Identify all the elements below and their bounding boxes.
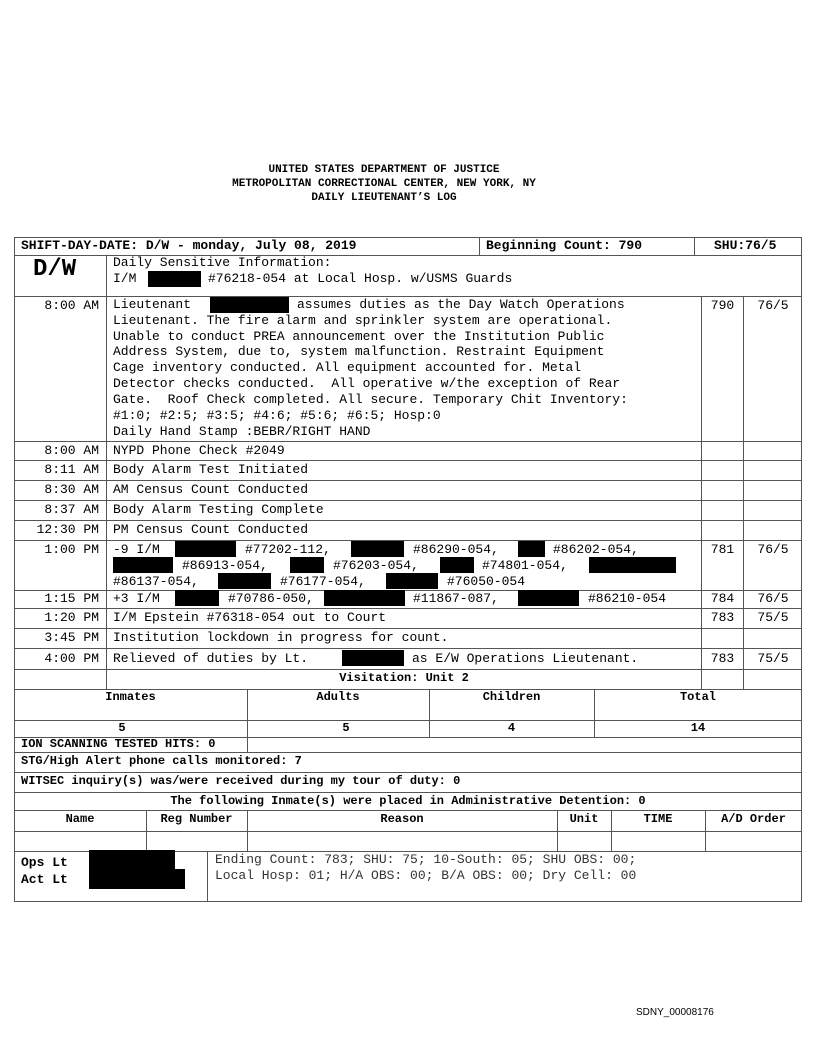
visitation-inmates-value: 5 bbox=[118, 721, 126, 735]
entry-text-line: Gate. Roof Check completed. All secure. Temporary Chit Inventory: bbox=[113, 392, 628, 407]
redaction bbox=[218, 573, 271, 589]
entry-time: 4:00 PM bbox=[44, 651, 99, 666]
redaction bbox=[89, 869, 185, 889]
row-divider bbox=[14, 608, 802, 609]
row-divider bbox=[14, 520, 802, 521]
entry-time: 1:15 PM bbox=[44, 591, 99, 606]
ad-header-reason: Reason bbox=[380, 812, 424, 826]
redaction bbox=[210, 297, 289, 313]
redaction bbox=[386, 573, 438, 589]
header-facility: METROPOLITAN CORRECTIONAL CENTER, NEW YORK, NY bbox=[232, 178, 536, 190]
ad-header-reg-number: Reg Number bbox=[160, 812, 233, 826]
ad-header-name: Name bbox=[65, 812, 95, 826]
shift-day-date: SHIFT-DAY-DATE: D/W - monday, July 08, 2019 bbox=[21, 238, 357, 253]
entry-time: 12:30 PM bbox=[36, 522, 99, 537]
visitation-title: Visitation: Unit 2 bbox=[339, 671, 469, 685]
register-number: #77202-112, bbox=[245, 542, 331, 557]
sensitive-prefix: I/M bbox=[113, 271, 137, 286]
visitation-header-inmates: Inmates bbox=[105, 690, 156, 704]
entry-count: 784 bbox=[710, 591, 735, 606]
column-divider bbox=[207, 851, 208, 902]
entry-text-line: Unable to conduct PREA announcement over the Institution Public bbox=[113, 329, 605, 344]
entry-shu: 76/5 bbox=[757, 591, 789, 606]
register-number: #76203-054, bbox=[333, 558, 419, 573]
dw-code: D/W bbox=[33, 256, 77, 283]
ops-lt-label: Ops Lt bbox=[21, 855, 68, 870]
entry-shu: 75/5 bbox=[757, 651, 789, 666]
row-divider bbox=[14, 540, 802, 541]
row-divider bbox=[14, 810, 802, 811]
row-divider bbox=[14, 831, 802, 832]
count-column-divider bbox=[701, 296, 702, 690]
beginning-count: Beginning Count: 790 bbox=[486, 238, 643, 253]
entry-text: NYPD Phone Check #2049 bbox=[113, 443, 285, 458]
entry-time: 8:00 AM bbox=[44, 443, 99, 458]
entry-count: 783 bbox=[710, 610, 735, 625]
row-divider bbox=[14, 628, 802, 629]
entry-text: +3 I/M bbox=[113, 591, 160, 606]
sensitive-detail: #76218-054 at Local Hosp. w/USMS Guards bbox=[208, 271, 513, 286]
redaction bbox=[89, 850, 175, 869]
entry-time: 8:11 AM bbox=[44, 462, 99, 477]
visitation-total-value: 14 bbox=[690, 721, 706, 735]
row-divider bbox=[14, 480, 802, 481]
entry-shu: 76/5 bbox=[757, 542, 789, 557]
entry-text: Body Alarm Testing Complete bbox=[113, 502, 324, 517]
redaction bbox=[290, 557, 324, 573]
visitation-header-children: Children bbox=[482, 690, 541, 704]
header-agency: UNITED STATES DEPARTMENT OF JUSTICE bbox=[268, 164, 500, 176]
entry-time: 8:00 AM bbox=[44, 298, 99, 313]
redaction bbox=[518, 541, 545, 557]
document-header bbox=[0, 163, 768, 205]
register-number: #86290-054, bbox=[413, 542, 499, 557]
entry-text-line: assumes duties as the Day Watch Operations bbox=[297, 297, 625, 312]
ad-header-time: TIME bbox=[643, 812, 673, 826]
entry-text: -9 I/M bbox=[113, 542, 160, 557]
time-column-divider bbox=[106, 296, 107, 690]
row-divider bbox=[14, 648, 802, 649]
row-divider bbox=[14, 669, 802, 670]
redaction bbox=[175, 541, 236, 557]
entry-text: PM Census Count Conducted bbox=[113, 522, 309, 537]
entry-text-line: Lieutenant. The fire alarm and sprinkler system are operational. bbox=[113, 313, 613, 328]
redaction bbox=[351, 541, 404, 557]
row-divider bbox=[14, 441, 802, 442]
entry-time: 3:45 PM bbox=[44, 630, 99, 645]
entry-text: Institution lockdown in progress for count. bbox=[113, 630, 449, 645]
entry-time: 1:00 PM bbox=[44, 542, 99, 557]
redaction bbox=[518, 590, 579, 606]
row-divider bbox=[14, 460, 802, 461]
admin-detention-title: The following Inmate(s) were placed in Administrative Detention: 0 bbox=[170, 794, 646, 808]
entry-text-line: Daily Hand Stamp :BEBR/RIGHT HAND bbox=[113, 424, 371, 439]
ending-count-line1: Ending Count: 783; SHU: 75; 10-South: 05; SHU OBS: 00; bbox=[215, 852, 637, 867]
register-number: #70786-050, bbox=[228, 591, 314, 606]
entry-text-line: Address System, due to, system malfunction. Restraint Equipment bbox=[113, 344, 605, 359]
entry-count: 781 bbox=[710, 542, 735, 557]
entry-count: 790 bbox=[710, 298, 735, 313]
redaction bbox=[589, 557, 676, 573]
entry-text-line: #1:0; #2:5; #3:5; #4:6; #5:6; #6:5; Hosp:0 bbox=[113, 408, 441, 423]
redaction bbox=[175, 590, 219, 606]
entry-count: 783 bbox=[710, 651, 735, 666]
register-number: #86210-054 bbox=[588, 591, 667, 606]
redaction bbox=[113, 557, 173, 573]
ad-header-ad-order: A/D Order bbox=[721, 812, 786, 826]
header-log-title: DAILY LIEUTENANT’S LOG bbox=[311, 192, 457, 204]
register-number: #74801-054, bbox=[482, 558, 568, 573]
entry-time: 1:20 PM bbox=[44, 610, 99, 625]
entry-text: Relieved of duties by Lt. bbox=[113, 651, 309, 666]
entry-text-line: Cage inventory conducted. All equipment accounted for. Metal bbox=[113, 360, 582, 375]
entry-text-line: Lieutenant bbox=[113, 297, 192, 312]
witsec-inquiries: WITSEC inquiry(s) was/were received during my tour of duty: 0 bbox=[21, 774, 461, 788]
register-number: #86137-054, bbox=[113, 574, 199, 589]
register-number: #11867-087, bbox=[413, 591, 499, 606]
register-number: #76177-054, bbox=[280, 574, 366, 589]
entry-text: Body Alarm Test Initiated bbox=[113, 462, 309, 477]
column-divider bbox=[247, 737, 248, 753]
row-divider bbox=[14, 500, 802, 501]
entry-time: 8:30 AM bbox=[44, 482, 99, 497]
redaction bbox=[440, 557, 474, 573]
stg-calls: STG/High Alert phone calls monitored: 7 bbox=[21, 754, 302, 768]
register-number: #76050-054 bbox=[447, 574, 526, 589]
act-lt-label: Act Lt bbox=[21, 872, 68, 887]
visitation-header-total: Total bbox=[679, 690, 716, 704]
redaction bbox=[342, 650, 404, 666]
register-number: #86913-054, bbox=[182, 558, 268, 573]
redaction bbox=[148, 271, 201, 287]
register-number: #86202-054, bbox=[553, 542, 639, 557]
entry-text-line: Detector checks conducted. All operative w/the exception of Rear bbox=[113, 376, 621, 391]
daily-sensitive-label: Daily Sensitive Information: bbox=[113, 255, 332, 270]
ad-header-unit: Unit bbox=[569, 812, 599, 826]
shu-column-divider bbox=[743, 296, 744, 690]
visitation-header-adults: Adults bbox=[316, 690, 360, 704]
entry-text: I/M Epstein #76318-054 out to Court bbox=[113, 610, 387, 625]
entry-text: AM Census Count Conducted bbox=[113, 482, 309, 497]
ion-scanning-hits: ION SCANNING TESTED HITS: 0 bbox=[21, 737, 216, 751]
entry-shu: 75/5 bbox=[757, 610, 789, 625]
visitation-children-value: 4 bbox=[507, 721, 516, 735]
redaction bbox=[324, 590, 405, 606]
visitation-adults-value: 5 bbox=[342, 721, 350, 735]
ending-count-line2: Local Hosp: 01; H/A OBS: 00; B/A OBS: 00; Dry Cell: 00 bbox=[215, 868, 637, 883]
entry-text: as E/W Operations Lieutenant. bbox=[412, 651, 639, 666]
entry-shu: 76/5 bbox=[757, 298, 789, 313]
shift-shu-count: SHU:76/5 bbox=[714, 238, 777, 253]
bates-number: SDNY_00008176 bbox=[636, 1007, 714, 1018]
entry-time: 8:37 AM bbox=[44, 502, 99, 517]
